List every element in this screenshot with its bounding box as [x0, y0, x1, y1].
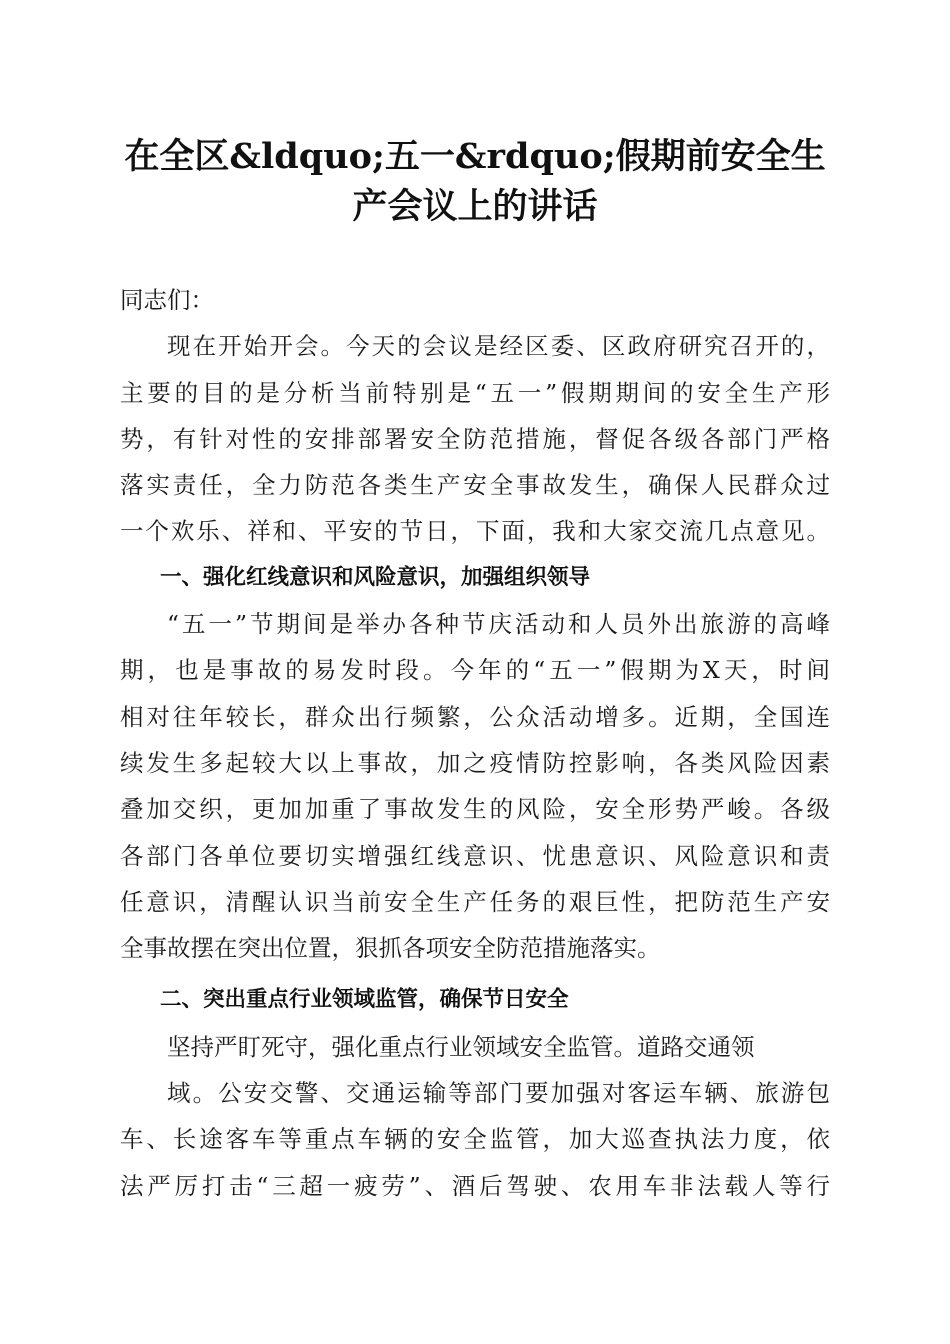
document-title: [100, 132, 850, 232]
paragraph-line: 主要的目的是分析当前特别是“五一”假期期间的安全生产形: [120, 378, 830, 407]
paragraph-line: 坚持严盯死守，强化重点行业领域安全监管。道路交通领: [167, 1032, 755, 1061]
paragraph-line: 各部门各单位要切实增强红线意识、忧患意识、风险意识和责: [120, 841, 830, 870]
paragraph-line: “五一”节期间是举办各种节庆活动和人员外出旅游的高峰: [167, 610, 830, 639]
paragraph-section-1: [120, 601, 830, 971]
salutation: 同志们：: [120, 286, 214, 314]
paragraph-line: 全事故摆在突出位置，狠抓各项安全防范措施落实。: [120, 934, 661, 963]
section-heading-1: 一、强化红线意识和风险意识，加强组织领导: [160, 564, 591, 590]
document-body: [120, 277, 830, 1209]
paragraph-line: 车、长途客车等重点车辆的安全监管，加大巡查执法力度，依: [120, 1125, 830, 1154]
paragraph-line: 势，有针对性的安排部署安全防范措施，督促各级各部门严格: [120, 424, 830, 453]
paragraph-line: 域。公安交警、交通运输等部门要加强对客运车辆、旅游包: [167, 1079, 830, 1108]
paragraph-line: 落实责任，全力防范各类生产安全事故发生，确保人民群众过: [120, 471, 830, 500]
paragraph-line: 一个欢乐、祥和、平安的节日，下面，我和大家交流几点意见。: [120, 517, 830, 546]
paragraph-line: 现在开始开会。今天的会议是经区委、区政府研究召开的，: [167, 332, 830, 361]
paragraph-line: 续发生多起较大以上事故，加之疫情防控影响，各类风险因素: [120, 748, 830, 777]
title-line-2: 产会议上的讲话: [352, 186, 598, 227]
title-line-1: 在全区&ldquo;五一&rdquo;假期前安全生: [124, 136, 826, 177]
paragraph-opening: [120, 323, 830, 554]
section-heading-2: 二、突出重点行业领域监管，确保节日安全: [160, 987, 569, 1013]
paragraph-line: 任意识，清醒认识当前安全生产任务的艰巨性，把防范生产安: [120, 887, 830, 916]
paragraph-line: 期，也是事故的易发时段。今年的“五一”假期为X天，时间: [120, 656, 830, 685]
paragraph-line: 叠加交织，更加加重了事故发生的风险，安全形势严峻。各级: [120, 795, 830, 824]
paragraph-section-2: [120, 1024, 830, 1209]
paragraph-line: 法严厉打击“三超一疲劳”、酒后驾驶、农用车非法载人等行: [120, 1171, 830, 1200]
paragraph-line: 相对往年较长，群众出行频繁，公众活动增多。近期，全国连: [120, 702, 830, 731]
